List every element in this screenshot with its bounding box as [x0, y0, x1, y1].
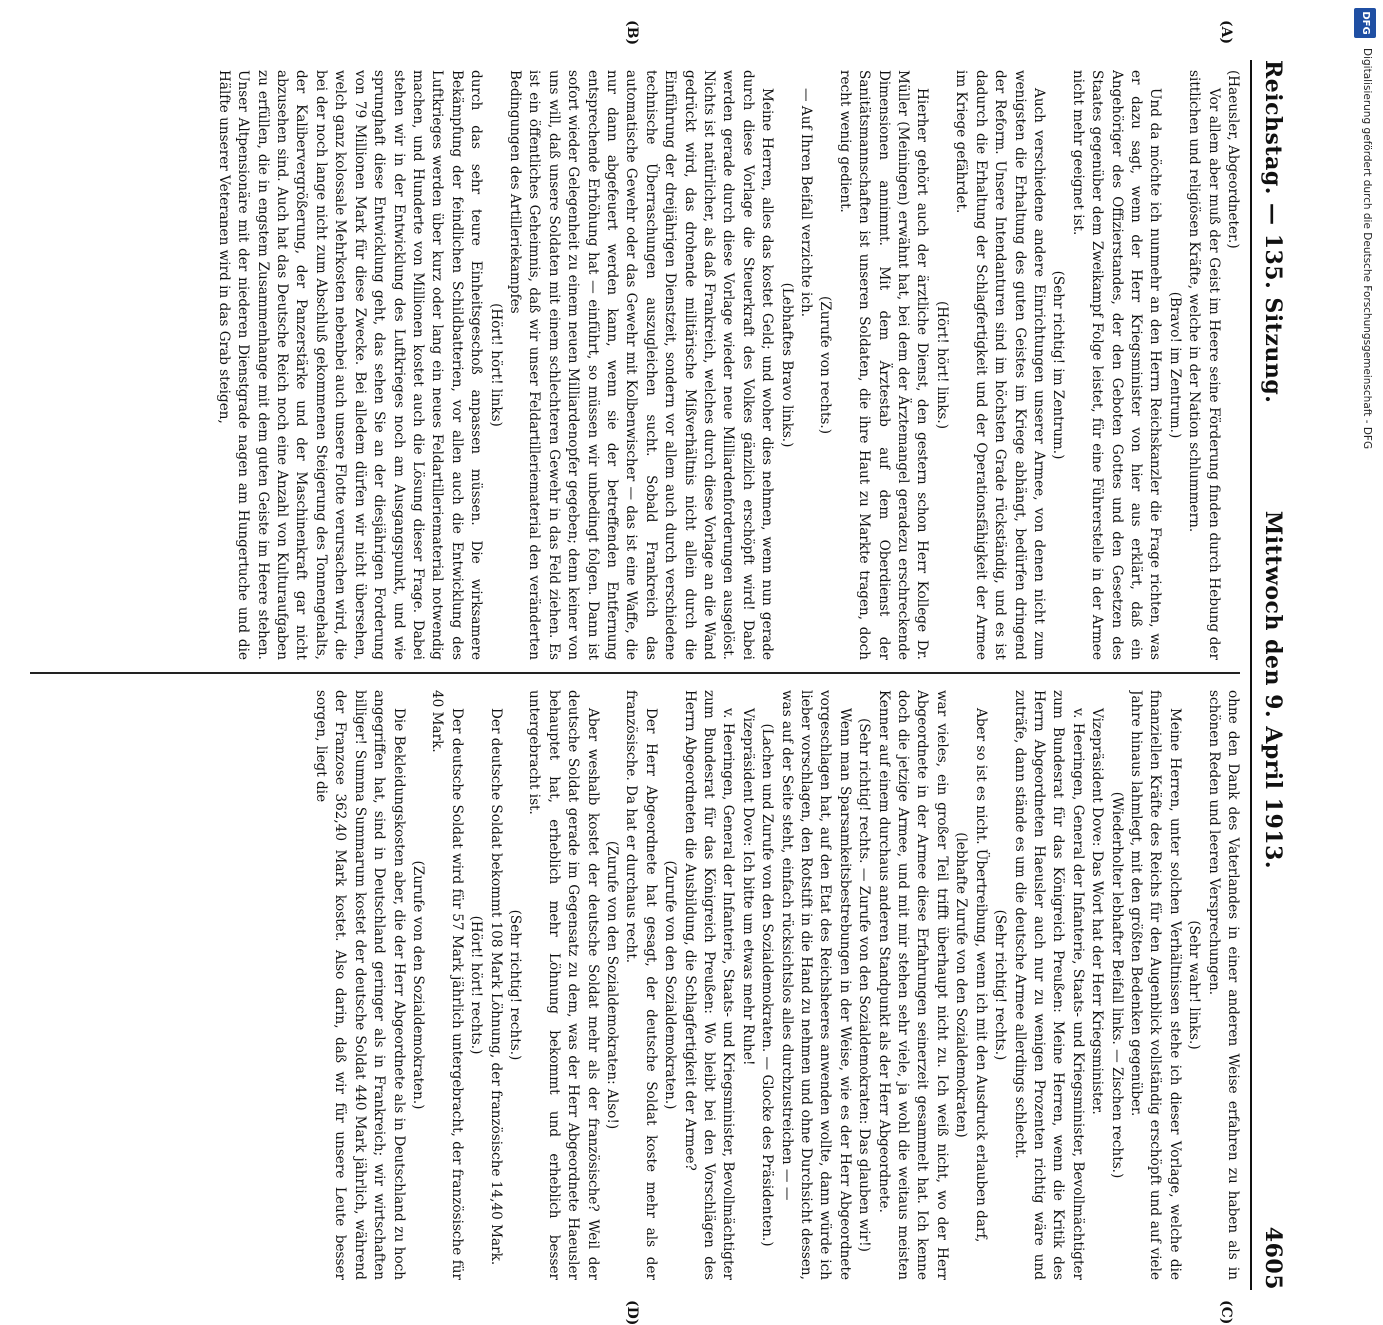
- paragraph: (Haeusler, Abgeordneter.): [1225, 70, 1241, 249]
- margin-letter-c: (C): [1218, 1300, 1234, 1325]
- paragraph: Der deutsche Soldat bekommt 108 Mark Löhnung, der französische 14,40 Mark.: [487, 708, 504, 1266]
- digitization-sidebar: [1346, 0, 1383, 1000]
- paragraph: (Zurufe von den Sozialdemokraten.): [409, 860, 426, 1110]
- left-text-column: [22, 70, 1242, 660]
- paragraph: durch das sehr teure Einheitsgeschoß anpassen müssen. Die wirksamere Bekämpfung der feindlichen Schildbatterien, vor allen auch die Entwicklung des Luftkrieges werden über kurz oder lang ein neues Feldartilleriematerial notwendig machen, und Hunderte von Millionen kostet auch die Lösung dieser Frage. Dabei stehen wir in der Entwicklung des Luftkrieges noch am Ausgangspunkt, und wie sprunghaft diese Entwicklung geht, das sehen Sie an der diesjährigen Forderung von 79 Millionen Mark für diese Zwecke. Bei alledem dürfen wir nicht übersehen, welch ganz kolossale Mehrkosten nebenbei auch unsere Flotte verursachen wird, die bei der noch lange nicht zum Abschluß gekommenen Steigerung des Tonnengehalts, der Kalibervergrößerung, der Panzerstärke und der Maschinenkraft gar nicht abzusehen sind. Auch hat das Deutsche Reich noch eine Anzahl von Kulturaufgaben zu erfüllen, die in engstem Zusammenhange mit dem guten Geiste im Heere stehen. Unser Altpensionäre mit der niederen Dienstgrade nagen am Hungertuche und die Hälfte unserer Veteranen wird in das Grab steigen,: [215, 70, 485, 660]
- paragraph: (Zurufe von den Sozialdemokraten.): [662, 860, 679, 1110]
- paragraph: Die Bekleidungskosten aber, die der Herr Abgeordnete als in Deutschland zu hoch angegriffen hat, sind in Deutschland geringer als in Frankreich; wir wirtschaften billiger! Summa Summarum kostet der deutsche Soldat 440 Mark jährlich, während der Franzose 362,40 Mark kostet. Also darin, daß wir für unsere Leute besser sorgen, liegt die: [312, 690, 407, 1280]
- paragraph: (Wiederholter lebhafter Beifall links. — Zischen rechts.): [1108, 791, 1125, 1179]
- paragraph: Vor allem aber muß der Geist im Heere seine Förderung finden durch Hebung der sittlichen und religiösen Kräfte, welche in der Nation schlummern.: [1186, 70, 1222, 660]
- paragraph: (Zurufe von rechts.): [817, 295, 834, 435]
- paragraph: Vizepräsident Dove: Das Wort hat der Herr Kriegsminister.: [1089, 708, 1106, 1115]
- paragraph: (Sehr richtig! rechts. — Zurufe von den Sozialdemokraten: Das glauben wir!): [856, 718, 873, 1252]
- paragraph: Wenn man Sparsamkeitsbestrebungen in der Weise, wie es der Herr Abgeordnete vorgeschlagen hat, auf den Etat des Reichsheeres anwenden wollte, dann würde ich lieber vorschlagen, den Rotstift in die Hand zu nehmen und ohne Durchsicht dessen, was auf der Seite steht, einfach rücksichtslos alles durchzustreichen — —: [778, 690, 853, 1280]
- header-rule: [1250, 60, 1252, 1290]
- paragraph: (Sehr richtig! rechts.): [992, 909, 1009, 1061]
- column-divider: [30, 672, 1240, 674]
- digitization-credit: Digitalisierung gefördert durch die Deutsche Forschungsgemeinschaft - DFG: [1361, 48, 1373, 450]
- paragraph: Aber weshalb kostet der deutsche Soldat mehr als der französische? Weil der deutsche Soldat gerade im Gegensatz zu dem, was der Herr Abgeordnete Haeusler behauptet hat, erheblich mehr Löhnung bekommt und erheblich besser untergebracht ist.: [526, 690, 601, 1280]
- dfg-logo: DFG: [1354, 8, 1376, 38]
- paragraph: (Zurufe von den Sozialdemokraten: Also!): [604, 840, 620, 1130]
- page-header: [1256, 60, 1290, 1290]
- paragraph: Meine Herren, alles das kostet Geld; und woher dies nehmen, wenn nun gerade durch diese Vorlage die Steuerkraft des Volkes gänzlich erschöpft wird! Dabei werden gerade durch diese Vorlage wieder neue Milliardenforderungen ausgelöst. Nichts ist natürlicher, als daß Frankreich, welches durch diese Vorlage an die Wand gedrückt wird, das drohende militärische Mißverhältnis nicht allein durch die Einführung der dreijährigen Dienstzeit, sondern vor allem auch durch verschiedene technische Überraschungen auszugleichen sucht. Sobald Frankreich das automatische Gewehr oder das Gewehr mit Kolbenwischer — das ist eine Waffe, die nur dann abgefeuert werden kann, wenn sie der betreffenden Entfernung entsprechende Erhöhung hat — einführt, so müssen wir unbedingt folgen. Dann ist sofort wieder Gelegenheit zu einem neuen Milliardenopfer gegeben; denn keiner von uns will, daß unsere Soldaten mit einem schlechteren Gewehr in das Feld ziehen. Es ist ein öffentliches Geheimnis, daß wir unser Feldartilleriematerial den veränderten Bedingungen des Artilleriekampfes: [506, 70, 776, 660]
- paragraph: (Sehr richtig! im Zentrum.): [1050, 270, 1067, 460]
- paragraph: ohne den Dank des Vaterlandes in einer anderen Weise erfahren zu haben als in schönen Reden und leeren Versprechungen.: [1205, 690, 1241, 1280]
- paragraph: Meine Herren, unter solchen Verhältnissen stehe ich dieser Vorlage, welche die finanziellen Kräfte des Reichs für den Augenblick vollständig erschöpft und auf viele Jahre hinaus lahmlegt, mit den größten Bedenken gegenüber.: [1127, 690, 1183, 1280]
- right-text-column: [22, 690, 1242, 1280]
- margin-letter-b: (B): [624, 20, 640, 46]
- paragraph: Hierher gehört auch der ärztliche Dienst, den gestern schon Herr Kollege Dr. Müller (Meiningen) erwähnt hat, bei dem der Ärztemangel geradezu erschreckende Dimensionen annimmt. Mit dem Ärztestab auf dem Oberdienst der Sanitätsmannschaften ist unseren Soldaten, die ihre Haut zu Markte tragen, doch recht wenig gedient.: [836, 70, 931, 660]
- paragraph: (lebhafte Zurufe von den Sozialdemokraten): [953, 832, 970, 1138]
- paragraph: Und da möchte ich nunmehr an den Herrn Reichskanzler die Frage richten, was er dazu sagt, wenn der Herr Kriegsminister von hier aus erklärt, daß ein Angehöriger des Offizierstandes, der den Geboten Gottes und den Gesetzen des Staates gegenüber dem Zweikampf Folge leistet, für eine Führerstelle in der Armee nicht mehr geeignet ist.: [1069, 70, 1164, 660]
- paragraph: (Lachen und Zurufe von den Sozialdemokraten. — Glocke des Präsidenten.): [759, 723, 776, 1247]
- paragraph: v. Heeringen, General der Infanterie, Staats- und Kriegsminister, Bevollmächtigter zum Bundesrat für das Königreich Preußen: Wo bleibt bei den Vorschlägen des Herrn Abgeordneten die Ausbildung, die Schlagfertigkeit der Armee?: [681, 690, 737, 1280]
- paragraph: — Auf Ihren Beifall verzichte ich.: [798, 88, 815, 318]
- paragraph: Auch verschiedene andere Einrichtungen unserer Armee, von denen nicht zum wenigsten die Erhaltung des guten Geistes im Kriege abhängt, bedürfen dringend der Reform. Unsere Intendanturen sind im höchsten Grade rückständig, und es ist dadurch die Erhaltung der Schlagfertigkeit und der Operationsfähigkeit der Armee im Kriege gefährdet.: [953, 70, 1047, 660]
- paragraph: (Hört! hört! links): [487, 303, 504, 427]
- paragraph: v. Heeringen, General der Infanterie, Staats- und Kriegsminister, Bevollmächtigter zum Bundesrat für das Königreich Preußen: Meine Herren, wenn die Kritik des Herrn Abgeordneten Haeusler auch nur zu wenigen Prozenten richtig wäre und zuträfe, dann stände es um die deutsche Armee allerdings schlecht.: [1011, 690, 1086, 1280]
- paragraph: Der deutsche Soldat wird für 57 Mark jährlich untergebracht, der französische für 40 Mark.: [429, 690, 465, 1280]
- paragraph: (Sehr richtig! rechts.): [506, 909, 523, 1061]
- paragraph: Aber so ist es nicht. Übertreibung, wenn ich mit den Ausdruck erlauben darf,: [972, 708, 989, 1243]
- header-session: Reichstag. — 135. Sitzung.: [1260, 60, 1286, 404]
- paragraph: war vieles, ein großer Teil trifft überhaupt nicht zu. Ich weiß nicht, wo der Herr Abgeordnete in der Armee diese Erfahrungen seinerzeit gesammelt hat. Ich kenne doch die jetzige Armee, und mit mir stehen sehr viele, ja wohl die weitaus meisten Kenner auf einem durchaus anderen Standpunkt als der Herr Abgeordnete.: [875, 690, 950, 1280]
- paragraph: (Hört! hört! rechts.): [468, 915, 485, 1055]
- margin-letter-d: (D): [624, 1300, 640, 1325]
- paragraph: (Hört! hört! links.): [933, 300, 950, 430]
- header-date: Mittwoch den 9. April 1913.: [1260, 510, 1286, 870]
- paragraph: (Lebhaftes Bravo links.): [778, 282, 795, 448]
- margin-letter-a: (A): [1218, 20, 1234, 45]
- paragraph: (Bravo! im Zentrum.): [1166, 291, 1183, 439]
- header-page-number: 4605: [1260, 1226, 1286, 1290]
- paragraph: Vizepräsident Dove: Ich bitte um etwas mehr Ruhe!: [739, 708, 756, 1066]
- paragraph: (Sehr wahr! links.): [1186, 920, 1203, 1050]
- paragraph: Der Herr Abgeordnete hat gesagt, der deutsche Soldat koste mehr als der französische. Da hat er durchaus recht.: [623, 690, 659, 1280]
